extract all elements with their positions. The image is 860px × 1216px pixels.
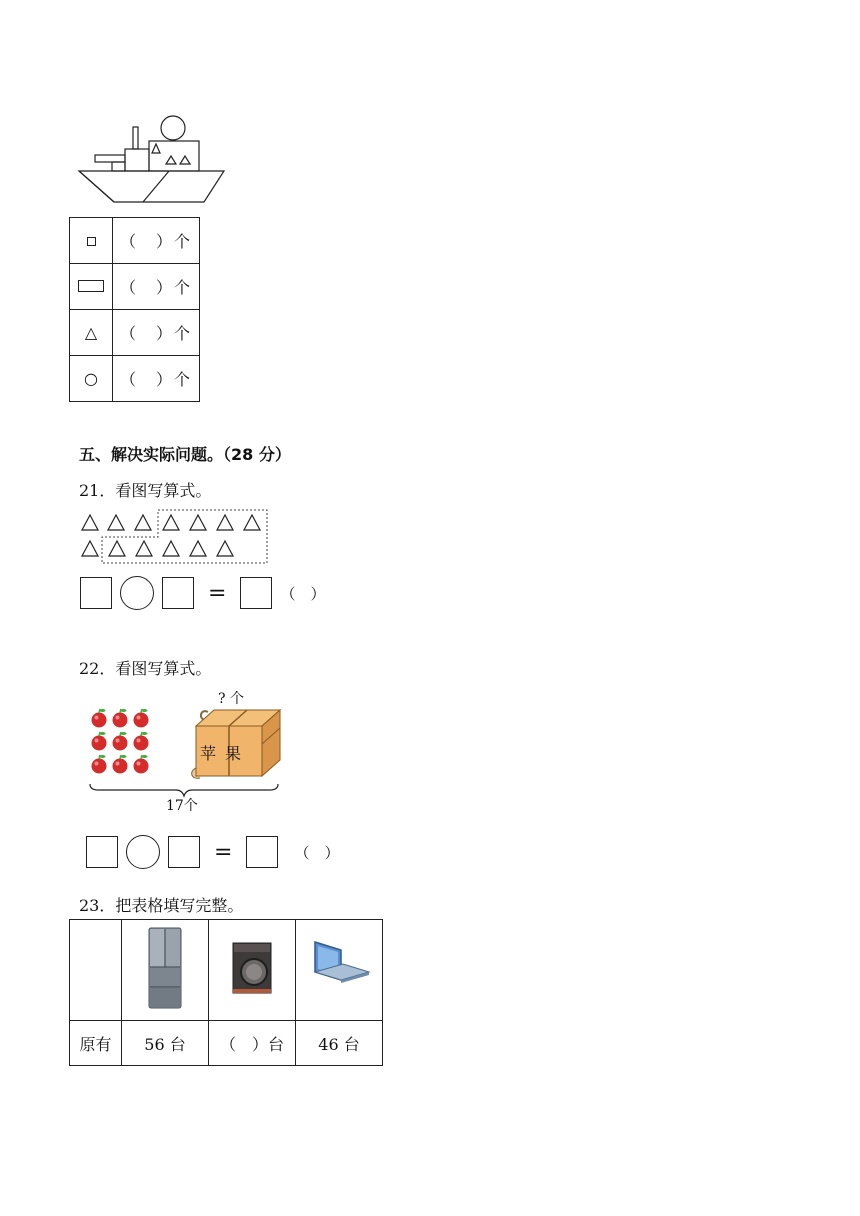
fridge-cell (122, 920, 209, 1021)
answer-box[interactable] (86, 836, 118, 868)
washer-cell (209, 920, 296, 1021)
equation-21 (80, 576, 325, 610)
ship-triangle-2 (166, 156, 176, 164)
ship-triangle-3 (180, 156, 190, 164)
answer-blank[interactable]: （ ）个 (113, 218, 200, 264)
table-row (70, 920, 383, 1021)
laptop-icon (307, 938, 371, 998)
table-row (70, 264, 200, 310)
answer-blank[interactable]: （ ）个 (113, 356, 200, 402)
laptop-cell (296, 920, 383, 1021)
ship-triangle-1 (152, 144, 160, 153)
question-mark-label: ? 个 (218, 691, 244, 707)
question-22-prompt: 22．看图写算式。 (79, 659, 212, 678)
question-23-prompt: 23．把表格填写完整。 (79, 896, 244, 915)
table-row (70, 356, 200, 402)
ship-chimney (133, 127, 138, 149)
dotted-group-outline (102, 510, 267, 563)
answer-blank[interactable]: （ ）个 (113, 264, 200, 310)
refrigerator-icon (148, 927, 182, 1009)
ship-figure (76, 112, 232, 206)
equals-sign: = (214, 839, 233, 865)
answer-blank[interactable]: （ ）个 (113, 310, 200, 356)
apples-figure (88, 706, 154, 776)
unit-blank[interactable]: （ ） (294, 843, 340, 862)
operator-circle[interactable] (120, 576, 154, 610)
question-21-prompt: 21．看图写算式。 (79, 481, 212, 500)
small-square-icon (70, 218, 113, 264)
circle-icon: ○ (70, 356, 113, 402)
answer-box[interactable] (246, 836, 278, 868)
ship-gun (95, 155, 125, 162)
answer-box[interactable] (80, 577, 112, 609)
triangle-icon: △ (70, 310, 113, 356)
unit-blank[interactable]: （ ） (280, 584, 326, 603)
answer-box[interactable] (168, 836, 200, 868)
equation-22 (86, 835, 339, 869)
total-label: 17个 (166, 798, 198, 814)
rectangle-icon (70, 264, 113, 310)
laptop-count: 46 台 (296, 1021, 383, 1066)
table-row (70, 1021, 383, 1066)
triangles-figure (78, 508, 270, 566)
answer-box[interactable] (240, 577, 272, 609)
ship-circle (161, 116, 185, 140)
shape-count-table (69, 217, 200, 402)
ship-block (125, 149, 149, 171)
box-label-char1: 苹 (200, 744, 217, 763)
ship-hull (79, 171, 224, 202)
section-title: 五、解决实际问题。（28 分） (79, 445, 291, 464)
row-label: 原有 (70, 1021, 122, 1066)
washing-machine-icon (232, 942, 272, 994)
table-row (70, 310, 200, 356)
answer-box[interactable] (162, 577, 194, 609)
operator-circle[interactable] (126, 835, 160, 869)
washer-count-blank[interactable]: （ ）台 (209, 1021, 296, 1066)
ship-square (112, 162, 125, 171)
equals-sign: = (208, 580, 227, 606)
table-row (70, 218, 200, 264)
box-label-char2: 果 (225, 744, 242, 763)
empty-header-cell (70, 920, 122, 1021)
appliance-table (69, 919, 383, 1066)
fridge-count: 56 台 (122, 1021, 209, 1066)
